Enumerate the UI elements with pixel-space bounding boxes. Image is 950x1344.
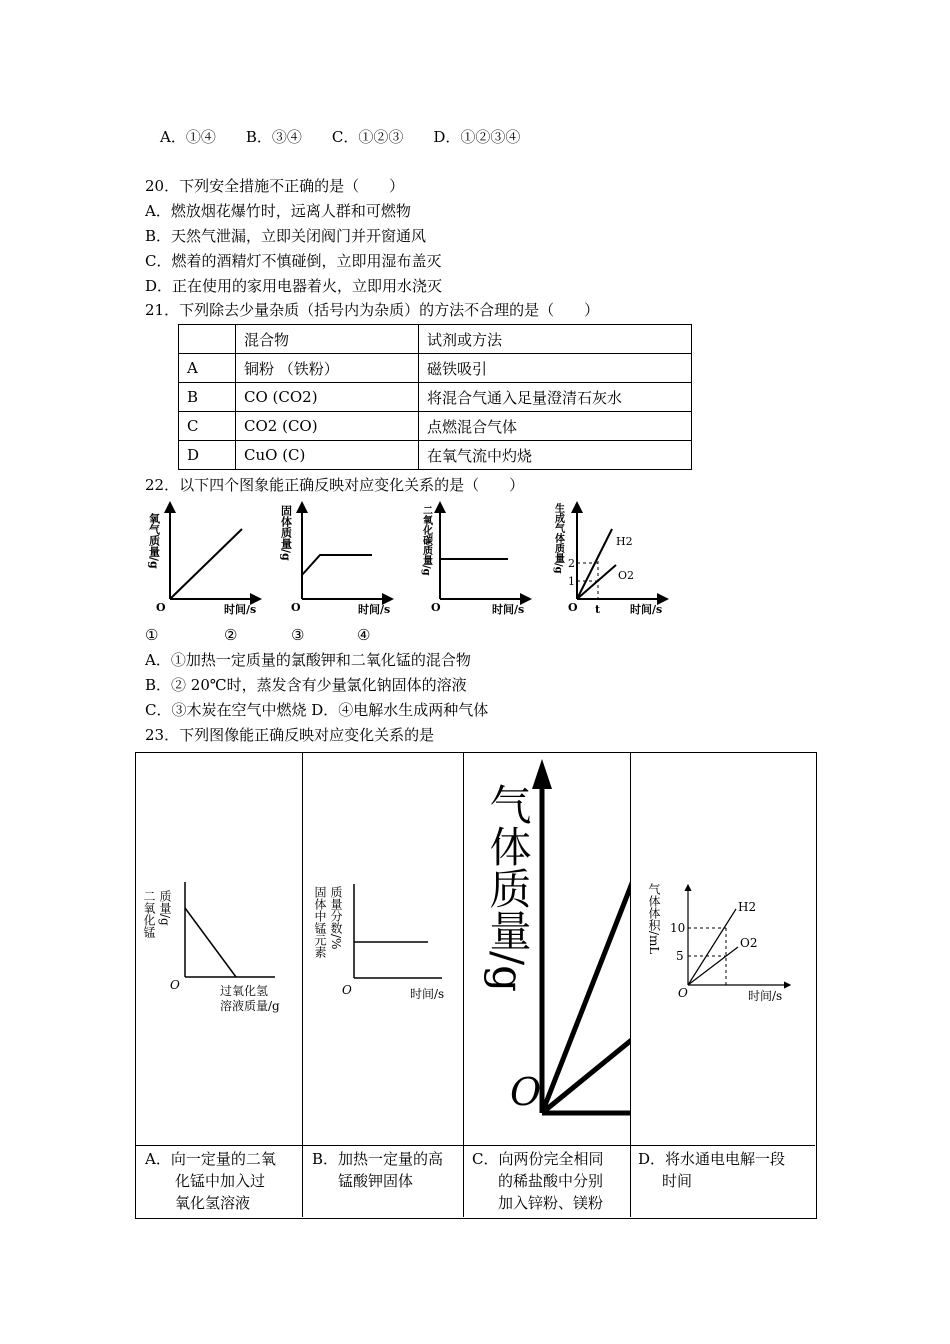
gd-x-label: 时间/s [748,989,783,1003]
graph-number-4: ④ [357,626,371,644]
q22-graphs [140,495,680,620]
g1-line [170,529,242,599]
g4-o2-line [577,565,616,599]
q20-option-a: A．燃放烟花爆竹时，远离人群和可燃物 [145,202,411,220]
gc-arrow [532,759,552,789]
q23-graph-d [640,875,810,1010]
q20-option-b: B．天然气泄漏，立即关闭阀门并开窗通风 [145,227,427,245]
table-row [179,354,692,383]
caption-line: 时间 [662,1172,693,1190]
q23-caption-c [472,1148,603,1214]
gd-o2: O2 [740,936,758,950]
g2-x-label: 时间/s [358,603,391,616]
gd-tick-10: 10 [670,921,686,935]
ga-origin: O [170,978,180,992]
g2-y-label: 固体质量/g [279,505,293,561]
graph-number-3: ③ [291,626,305,644]
q23-graph-b [310,870,460,1010]
caption-line: 锰酸钾固体 [338,1172,414,1190]
q23-caption-b [312,1148,443,1192]
table-row [179,325,692,354]
table-row [179,383,692,412]
caption-line: A．向一定量的二氧 [145,1150,276,1168]
caption-line: 氧化氢溶液 [175,1194,251,1212]
q22-option-a: A．①加热一定质量的氯酸钾和二氧化锰的混合物 [145,651,471,669]
caption-line: 化锰中加入过 [175,1172,266,1190]
gc-origin: O [510,1070,542,1114]
graph-number-1: ① [145,626,159,644]
q23-caption-d [638,1148,785,1192]
caption-line: 的稀盐酸中分别 [498,1172,604,1190]
g1-x-label: 时间/s [224,603,257,616]
graph-number-2: ② [224,626,238,644]
g3-y-label: 二氧化碳质量/g [420,505,432,576]
caption-line: D．将水通电电解一段 [638,1150,786,1168]
g4-h2-line [577,529,612,599]
table-cell: CO2 (CO) [236,412,419,441]
table-cell: 将混合气通入足量澄清石灰水 [419,383,692,412]
divider [630,752,631,1217]
q20-option-c: C．燃着的酒精灯不慎碰倒，立即用湿布盖灭 [145,252,442,270]
g4-y-label: 生成气体质量/g [552,503,564,574]
g1-y-label: 氧气质量/g [147,513,161,569]
q21-table [178,324,692,470]
q23-graph-a [140,870,300,1020]
q21-stem: 21．下列除去少量杂质（括号内为杂质）的方法不合理的是（ ） [145,301,600,319]
caption-line: B．加热一定量的高 [312,1150,444,1168]
ga-y-label-2: 质量/g [158,890,172,926]
g4-o2: O2 [618,569,635,582]
table-cell: CuO (C) [236,441,419,470]
table-row [179,412,692,441]
gb-y-label-2: 质量分数/% [329,886,343,950]
gd-h2-line [688,909,736,985]
table-cell: 在氧气流中灼烧 [419,441,692,470]
g4-h2: H2 [616,535,633,548]
table-row [179,441,692,470]
table-cell: A [179,354,236,383]
gb-x-label: 时间/s [410,987,445,1001]
ga-x-label-1: 过氧化氢 [220,984,269,998]
q23-stem: 23．下列图像能正确反映对应变化关系的是 [145,726,435,744]
caption-line: C．向两份完全相同 [472,1150,604,1168]
divider [302,752,303,1217]
q19-options: A．①④ B．③④ C．①②③ D．①②③④ [160,128,521,146]
table-cell: 磁铁吸引 [419,354,692,383]
table-cell: 铜粉 （铁粉） [236,354,419,383]
gd-tick-5: 5 [676,949,684,963]
table-cell: 混合物 [236,325,419,354]
table-cell: C [179,412,236,441]
g4-tick-1: 1 [568,575,575,588]
gb-origin: O [342,983,352,997]
q22-stem: 22．以下四个图象能正确反映对应变化关系的是（ ） [145,476,525,494]
table-cell: B [179,383,236,412]
g2-origin: O [291,601,301,614]
gd-y-label: 气体体积/mL [647,883,661,955]
caption-line: 加入锌粉、镁粉 [498,1194,604,1212]
gb-y-label-1: 固体中锰元素 [313,886,327,958]
q22-option-c: C．③木炭在空气中燃烧 D．④电解水生成两种气体 [145,701,489,719]
q22-option-b: B．② 20℃时，蒸发含有少量氯化钠固体的溶液 [145,676,467,694]
g4-tick-2: 2 [568,557,575,570]
divider [135,1145,815,1146]
g4-x-label: 时间/s [630,603,663,616]
g3-origin: O [431,601,441,614]
g4-t: t [595,603,601,616]
gd-origin: O [678,986,688,1000]
gd-o2-line [688,947,738,985]
table-cell: CO (CO2) [236,383,419,412]
g2-line [302,555,372,575]
q20-option-d: D．正在使用的家用电器着火，立即用水浇灭 [145,277,443,295]
ga-y-label-1: 二氧化锰 [142,890,156,938]
q23-graph-c [464,753,630,1144]
q20-stem: 20．下列安全措施不正确的是（ ） [145,177,405,195]
table-cell: 试剂或方法 [419,325,692,354]
table-cell: 点燃混合气体 [419,412,692,441]
q23-caption-a [145,1148,276,1214]
gc-y-label: 气体质量/g [483,783,533,993]
g4-origin: O [568,601,578,614]
ga-x-label-2: 溶液质量/g [220,999,280,1013]
g1-origin: O [156,601,166,614]
table-cell [179,325,236,354]
gd-h2: H2 [738,900,757,914]
ga-line [185,908,236,977]
table-cell: D [179,441,236,470]
g3-x-label: 时间/s [492,603,525,616]
